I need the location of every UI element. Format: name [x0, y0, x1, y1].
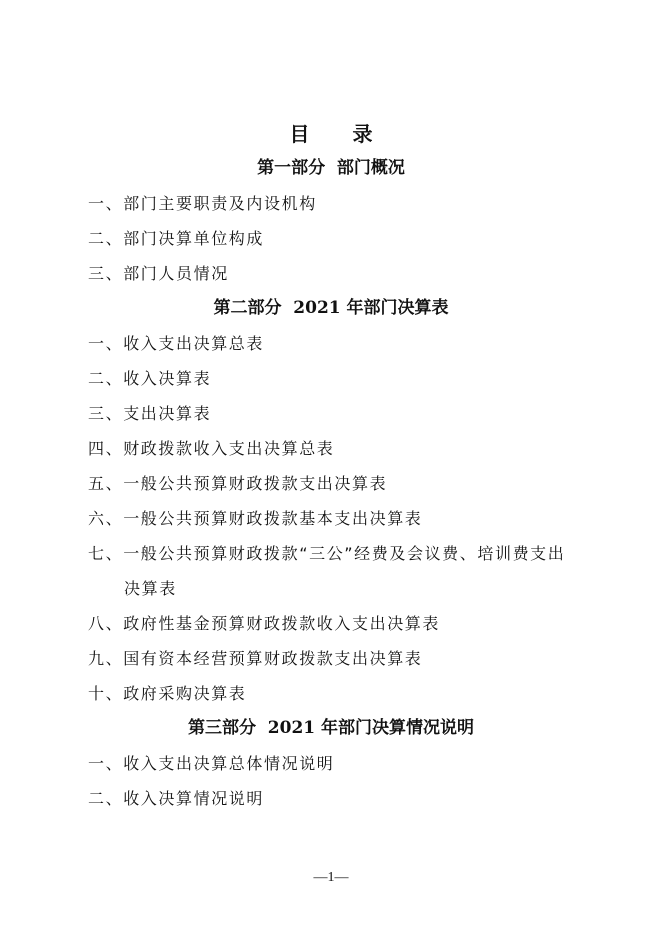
page-number: —1— [313, 870, 349, 885]
toc-item-three-public-continued: 决算表 [124, 579, 177, 598]
part3-heading: 第三部分 2021 年部门决算情况说明 [187, 718, 475, 738]
part2-heading: 第二部分 2021 年部门决算表 [213, 298, 449, 318]
toc-item-expense-table: 三、支出决算表 [88, 404, 212, 423]
toc-item-income-table: 二、收入决算表 [88, 369, 212, 388]
part1-heading: 第一部分 部门概况 [257, 158, 405, 178]
toc-item-dept-duties: 一、部门主要职责及内设机构 [88, 194, 317, 213]
toc-item-overall-explanation: 一、收入支出决算总体情况说明 [88, 754, 335, 773]
toc-item-three-public: 七、一般公共预算财政拨款“三公”经费及会议费、培训费支出 [88, 544, 566, 563]
toc-title: 目 录 [289, 122, 391, 146]
toc-item-procurement: 十、政府采购决算表 [88, 684, 247, 703]
toc-item-gov-fund: 八、政府性基金预算财政拨款收入支出决算表 [88, 614, 441, 633]
toc-item-fiscal-summary: 四、财政拨款收入支出决算总表 [88, 439, 335, 458]
toc-item-state-capital: 九、国有资本经营预算财政拨款支出决算表 [88, 649, 423, 668]
toc-item-general-budget-basic: 六、一般公共预算财政拨款基本支出决算表 [88, 509, 423, 528]
toc-item-income-explanation: 二、收入决算情况说明 [88, 789, 265, 808]
toc-item-dept-staff: 三、部门人员情况 [88, 264, 229, 283]
toc-item-dept-units: 二、部门决算单位构成 [88, 229, 265, 248]
toc-item-general-budget-expense: 五、一般公共预算财政拨款支出决算表 [88, 474, 388, 493]
toc-item-income-expense-summary: 一、收入支出决算总表 [88, 334, 265, 353]
